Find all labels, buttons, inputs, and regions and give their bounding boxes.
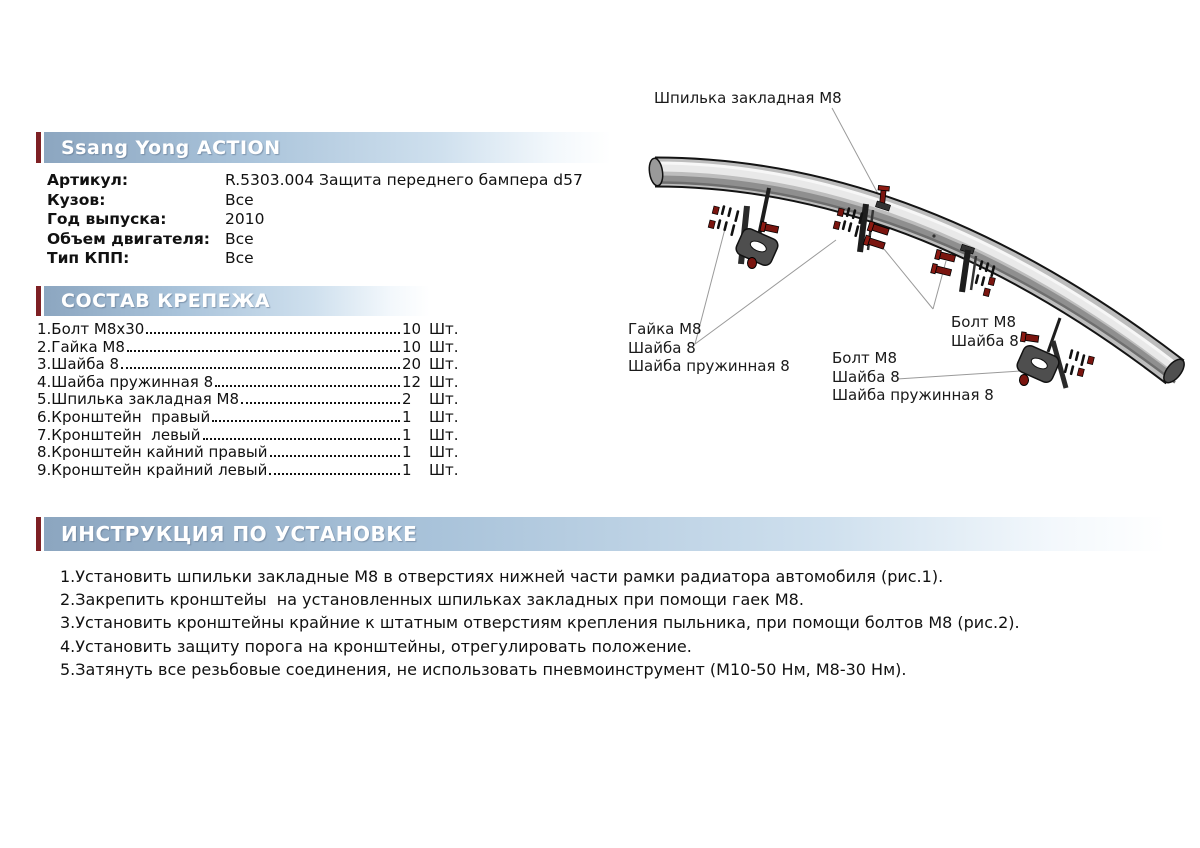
dot-leader <box>270 455 400 457</box>
spec-row <box>47 230 607 250</box>
part-row <box>37 374 461 392</box>
callout-line: Гайка М8 <box>628 320 702 338</box>
instruction-steps <box>60 565 1180 681</box>
bracket-assembly-bottom <box>1015 318 1094 388</box>
spec-value: Все <box>225 229 254 248</box>
part-row <box>37 409 461 427</box>
part-qty: 20 <box>402 355 422 374</box>
part-row <box>37 321 461 339</box>
dot-leader <box>203 438 401 440</box>
red-accent-stripe <box>36 286 41 316</box>
spec-value: Все <box>225 190 254 209</box>
part-name: 5.Шпилька закладная М8 <box>37 390 240 409</box>
callout-bolt-washer-spring <box>832 349 994 405</box>
part-row <box>37 391 461 409</box>
part-qty: 1 <box>402 443 412 462</box>
product-title-bar <box>36 132 611 163</box>
part-row <box>37 462 461 480</box>
instructions-title: ИНСТРУКЦИЯ ПО УСТАНОВКЕ <box>44 517 1166 551</box>
dot-leader <box>146 332 400 334</box>
instruction-step: 1.Установить шпильки закладные М8 в отверстиях нижней части рамки радиатора автомобиля (рис.1). <box>60 567 944 586</box>
dot-leader <box>269 473 400 475</box>
bolt-icon <box>1020 332 1039 344</box>
part-qty: 12 <box>402 372 422 391</box>
part-qty: 10 <box>402 337 422 356</box>
parts-title: СОСТАВ КРЕПЕЖА <box>44 286 430 316</box>
part-unit: Шт. <box>429 390 459 409</box>
part-name: 3.Шайба 8 <box>37 355 120 374</box>
dot-leader <box>212 420 400 422</box>
part-name: 6.Кронштейн правый <box>37 407 211 426</box>
part-unit: Шт. <box>429 372 459 391</box>
spec-label: Кузов: <box>47 190 106 209</box>
callout-line: Шайба 8 <box>628 338 696 357</box>
part-qty: 1 <box>402 425 412 444</box>
callout-line: Шайба пружинная 8 <box>628 357 790 375</box>
instruction-step: 4.Установить защиту порога на кронштейны, отрегулировать положение. <box>60 636 692 656</box>
dot-leader <box>121 367 400 369</box>
spec-value: Все <box>225 249 254 267</box>
part-unit: Шт. <box>429 425 459 444</box>
bolt-icon <box>760 222 779 235</box>
part-unit: Шт. <box>429 355 459 374</box>
fastener-dashes <box>1064 349 1095 377</box>
callout-line: Шпилька закладная М8 <box>654 89 842 107</box>
spec-label: Тип КПП: <box>47 249 130 267</box>
callout-stud <box>654 89 842 108</box>
callout-line: Болт М8 <box>951 313 1017 331</box>
spec-row <box>47 171 607 191</box>
spec-row <box>47 249 607 269</box>
instructions-title-bar <box>36 517 1166 551</box>
callout-nut-group <box>628 320 790 376</box>
instruction-step: 2.Закрепить кронштейы на установленных шпильках закладных при помощи гаек М8. <box>60 590 804 610</box>
bolt-icon <box>931 263 952 277</box>
spec-value: R.5303.004 Защита переднего бампера d57 <box>225 171 583 189</box>
callout-line: Шайба пружинная 8 <box>832 386 994 404</box>
parts-title-bar <box>36 286 430 316</box>
callout-line: Шайба 8 <box>951 331 1019 350</box>
parts-list <box>37 321 461 479</box>
part-name: 7.Кронштейн левый <box>37 425 201 444</box>
part-row <box>37 427 461 445</box>
red-accent-stripe <box>36 132 41 163</box>
part-name: 4.Шайба пружинная 8 <box>37 372 214 391</box>
part-name: 2.Гайка М8 <box>37 337 125 356</box>
spec-label: Объем двигателя: <box>47 229 210 248</box>
part-unit: Шт. <box>429 443 459 462</box>
part-row <box>37 356 461 374</box>
part-qty: 2 <box>402 390 412 409</box>
part-unit: Шт. <box>429 337 459 356</box>
part-name: 8.Кронштейн кайний правый <box>37 443 268 462</box>
instruction-step: 3.Установить кронштейны крайние к штатным отверстиям крепления пыльника, при помощи болтов М8 (рис.2). <box>60 613 1020 633</box>
callout-line: Шайба 8 <box>832 367 900 386</box>
part-name: 1.Болт М8х30 <box>37 320 145 338</box>
product-title: Ssang Yong ACTION <box>44 132 611 163</box>
callout-line: Болт М8 <box>832 349 898 367</box>
dot-leader <box>127 350 400 352</box>
dot-leader <box>215 385 400 387</box>
callout-bolt-washer <box>951 313 1019 350</box>
part-name: 9.Кронштейн крайний левый <box>37 460 268 479</box>
bolt-icon <box>863 235 885 250</box>
spec-table <box>47 171 607 269</box>
spec-value: 2010 <box>225 210 265 228</box>
instruction-step: 5.Затянуть все резьбовые соединения, не использовать пневмоинструмент (М10-50 Нм, М8-30 Нм). <box>60 659 907 679</box>
part-row <box>37 339 461 357</box>
part-qty: 10 <box>402 320 422 338</box>
bracket-assembly-left <box>708 188 780 269</box>
dot-leader <box>241 402 400 404</box>
spec-row <box>47 210 607 230</box>
part-unit: Шт. <box>429 320 459 338</box>
part-unit: Шт. <box>429 407 459 426</box>
spec-label: Год выпуска: <box>47 210 167 228</box>
spec-row <box>47 191 607 211</box>
part-qty: 1 <box>402 407 412 426</box>
spec-label: Артикул: <box>47 171 129 189</box>
part-unit: Шт. <box>429 460 459 479</box>
part-qty: 1 <box>402 460 412 479</box>
red-accent-stripe <box>36 517 41 551</box>
part-row <box>37 444 461 462</box>
